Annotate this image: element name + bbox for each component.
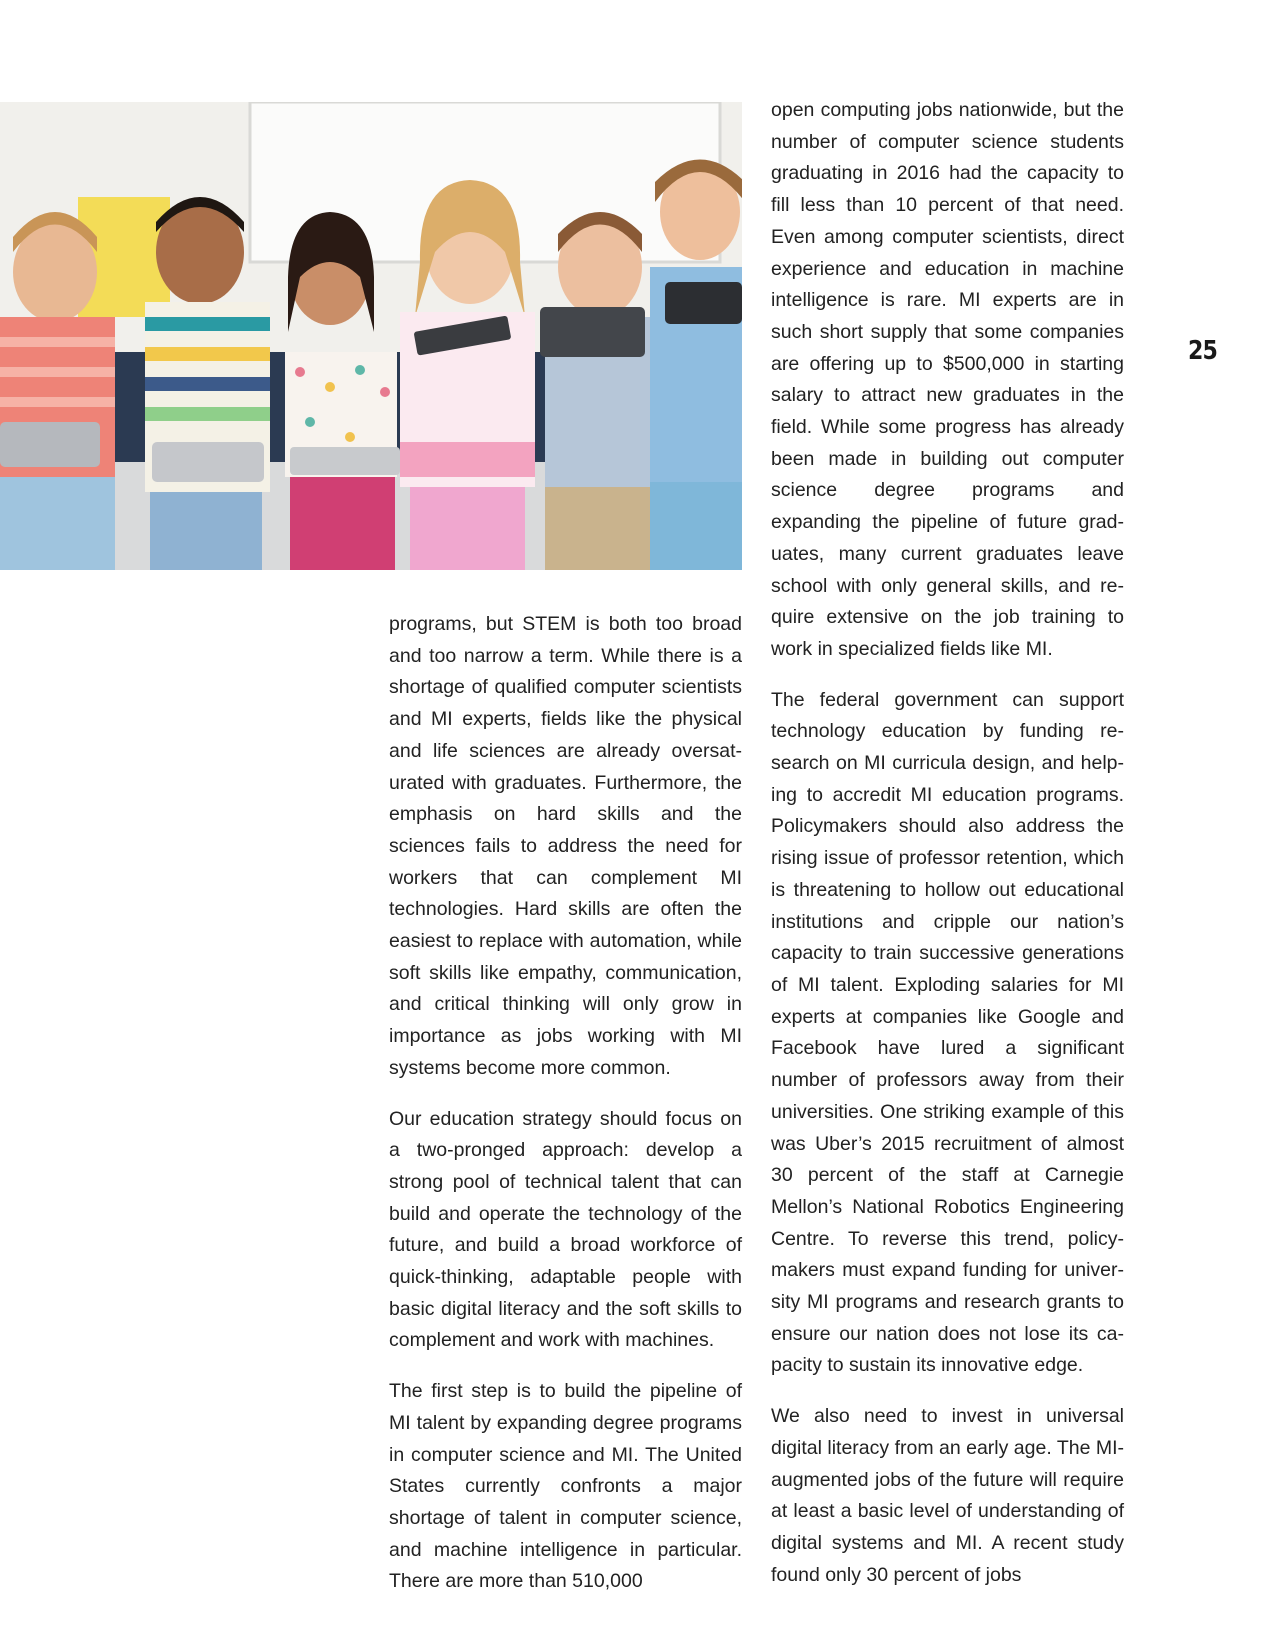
page-number: 25 xyxy=(1188,336,1218,366)
paragraph: We also need to invest in universal digital literacy from an early age. The MI-augmented jobs of the future will require at least a basic level of understanding of digital systems and MI. A recent study found only 30 percent of jobs xyxy=(771,1405,1124,1586)
children-tablets-photo xyxy=(0,102,742,570)
right-text-column xyxy=(771,95,1124,1610)
paragraph: programs, but STEM is both too broad and too narrow a term. While there is a shortage of qualified computer scientists and MI experts, fields like the physical and life sciences are already oversaturated with graduates. Furthermore, the emphasis on hard skills and the sciences fails to address the need for workers that can complement MI technologies. Hard skills are often the easiest to replace with automation, while soft skills like empathy, communication, and critical thinking will only grow in importance as jobs working with MI systems become more common. xyxy=(389,613,742,1079)
paragraph: open computing jobs nationwide, but the number of computer science students graduating in 2016 had the capacity to fill less than 10 percent of that need. Even among computer scientists, direct experience and education in machine intelligence is rare. MI experts are in such short supply that some companies are offering up to $500,000 in starting salary to attract new graduates in the field. While some progress has already been made in building out computer science degree programs and expanding the pipeline of future graduates, many current graduates leave school with only general skills, and require extensive on the job training to work in specialized fields like MI. xyxy=(771,99,1124,660)
left-text-column xyxy=(389,609,742,1617)
paragraph: The federal government can support technology education by funding research on MI curricula design, and helping to accredit MI education programs. Policymakers should also address the rising issue of professor retention, which is threatening to hollow out educational institutions and cripple our nation’s capacity to train successive generations of MI talent. Exploding salaries for MI experts at companies like Google and Facebook have lured a significant number of professors away from their universities. One striking example of this was Uber’s 2015 recruitment of almost 30 percent of the staff at Carnegie Mellon’s National Robotics Engineering Centre. To reverse this trend, policymakers must expand funding for university MI programs and research grants to ensure our nation does not lose its capacity to sustain its innovative edge. xyxy=(771,688,1124,1377)
paragraph: The first step is to build the pipeline of MI talent by expanding degree programs in computer science and MI. The United States currently confronts a major shortage of talent in computer science, and machine intelligence in particular. There are more than 510,000 xyxy=(389,1380,742,1593)
paragraph: Our education strategy should focus on a two-pronged approach: develop a strong pool of technical talent that can build and operate the technology of the future, and build a broad workforce of quick-thinking, adaptable people with basic digital literacy and the soft skills to complement and work with machines. xyxy=(389,1107,742,1352)
